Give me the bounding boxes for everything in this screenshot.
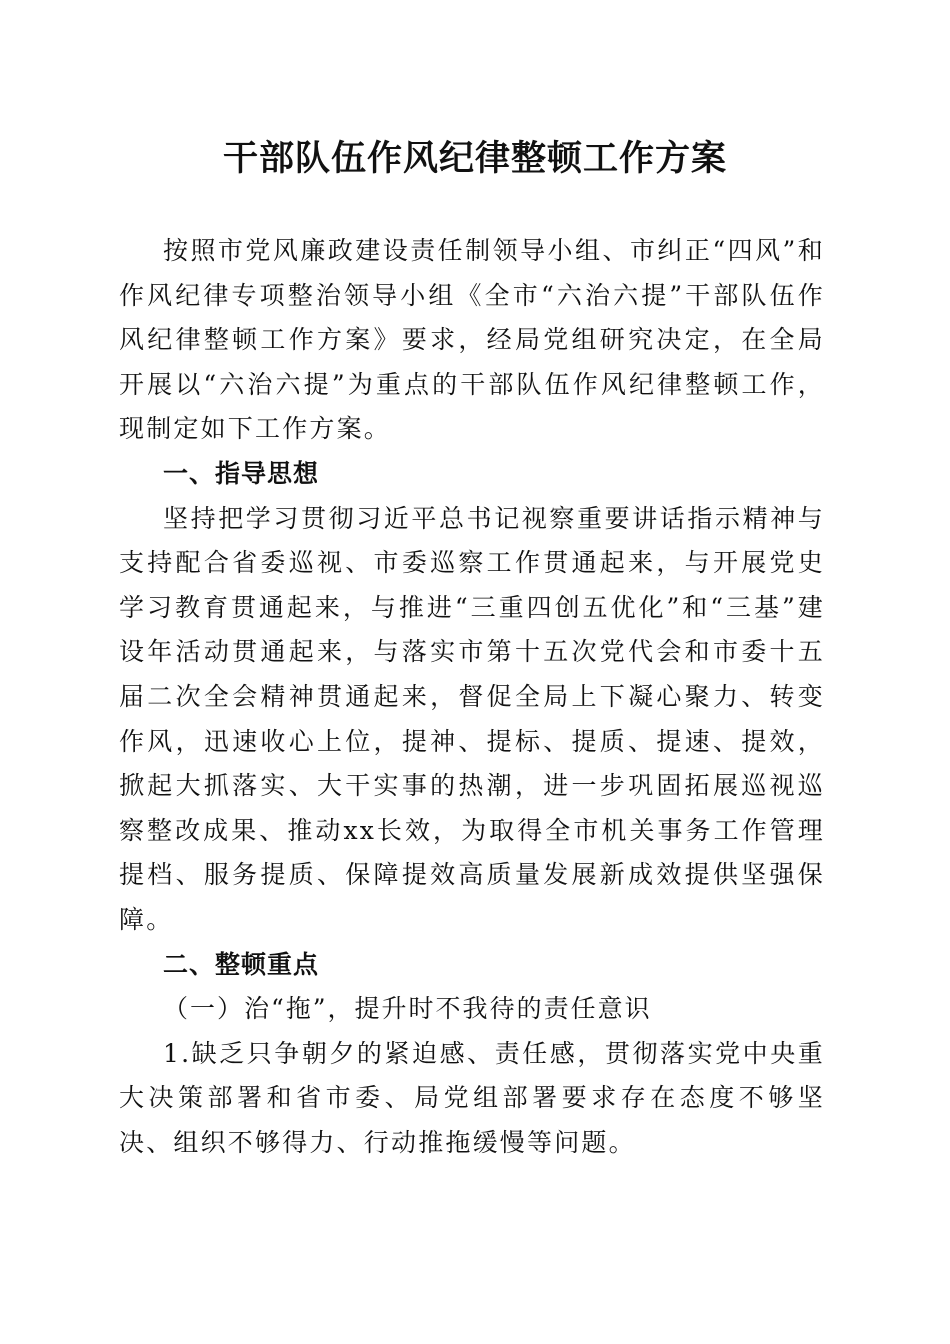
document-body xyxy=(119,229,825,1165)
intro-paragraph: 按照市党风廉政建设责任制领导小组、市纠正“四风”和作风纪律专项整治领导小组《全市“六治六提”干部队伍作风纪律整顿工作方案》要求，经局党组研究决定，在全局开展以“六治六提”为重点的干部队伍作风纪律整顿工作，现制定如下工作方案。 xyxy=(119,236,825,444)
section-heading-rectification-focus: 二、整顿重点 xyxy=(163,949,320,979)
document-title: 干部队伍作风纪律整顿工作方案 xyxy=(222,138,727,179)
subsection-heading-delay: （一）治“拖”，提升时不我待的责任意识 xyxy=(163,994,652,1024)
section-heading-guiding-thought: 一、指导思想 xyxy=(163,458,320,488)
guiding-thought-paragraph: 坚持把学习贯彻习近平总书记视察重要讲话指示精神与支持配合省委巡视、市委巡察工作贯通起来，与开展党史学习教育贯通起来，与推进“三重四创五优化”和“三基”建设年活动贯通起来，与落实市第十五次党代会和市委十五届二次全会精神贯通起来，督促全局上下凝心聚力、转变作风，迅速收心上位，提神、提标、提质、提速、提效，掀起大抓落实、大干实事的热潮，进一步巩固拓展巡视巡察整改成果、推动xx长效，为取得全市机关事务工作管理提档、服务提质、保障提效高质量发展新成效提供坚强保障。 xyxy=(119,503,825,934)
item-1-paragraph: 1.缺乏只争朝夕的紧迫感、责任感，贯彻落实党中央重大决策部署和省市委、局党组部署要求存在态度不够坚决、组织不够得力、行动推拖缓慢等问题。 xyxy=(119,1038,825,1157)
